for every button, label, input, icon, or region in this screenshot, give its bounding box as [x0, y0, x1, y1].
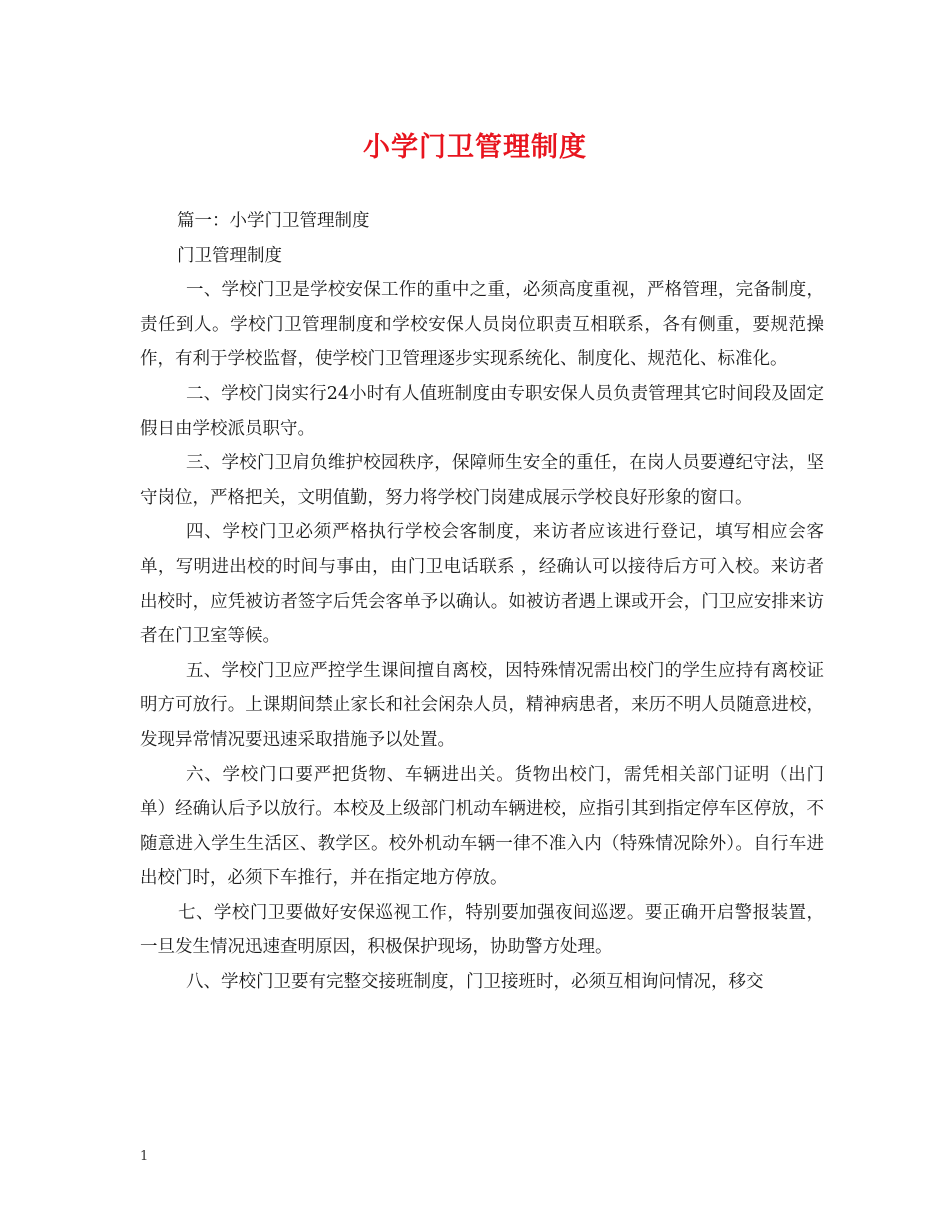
section-heading: 篇一：小学门卫管理制度 — [177, 211, 370, 231]
paragraph-8: 八、学校门卫要有完整交接班制度，门卫接班时，必须互相询问情况，移交 — [186, 972, 764, 993]
document-body — [140, 204, 824, 1000]
document-title: 小学门卫管理制度 — [363, 132, 587, 163]
paragraph-3: 三、学校门卫肩负维护校园秩序，保障师生安全的重任，在岗人员要遵纪守法，坚守岗位，严格把关，文明值勤，努力将学校门岗建成展示学校良好形象的窗口。 — [140, 453, 824, 508]
paragraph-2: 二、学校门岗实行24小时有人值班制度由专职安保人员负责管理其它时间段及固定假日由学校派员职守。 — [140, 383, 824, 439]
page-number: 1 — [140, 1149, 149, 1164]
paragraph-4: 四、学校门卫必须严格执行学校会客制度，来访者应该进行登记，填写相应会客单，写明进出校的时间与事由，由门卫电话联系 ，经确认可以接待后方可入校。来访者出校时，应凭被访者签字后凭会客单予以确认。如被访者遇上课或开会，门卫应安排来访者在门卫室等候。 — [140, 522, 824, 647]
paragraph-6: 六、学校门口要严把货物、车辆进出关。货物出校门，需凭相关部门证明（出门单）经确认后予以放行。本校及上级部门机动车辆进校，应指引其到指定停车区停放，不随意进入学生生活区、教学区。校外机动车辆一律不准入内（特殊情况除外）。自行车进出校门时，必须下车推行，并在指定地方停放。 — [140, 764, 824, 889]
paragraph-1: 一、学校门卫是学校安保工作的重中之重，必须高度重视，严格管理，完备制度，责任到人。学校门卫管理制度和学校安保人员岗位职责互相联系，各有侧重，要规范操作，有利于学校监督，使学校门卫管理逐步实现系统化、制度化、规范化、标准化。 — [140, 280, 824, 370]
subheading: 门卫管理制度 — [177, 245, 282, 266]
paragraph-7: 七、学校门卫要做好安保巡视工作，特别要加强夜间巡逻。要正确开启警报装置，一旦发生情况迅速查明原因，积极保护现场，协助警方处理。 — [140, 902, 824, 958]
paragraph-5: 五、学校门卫应严控学生课间擅自离校，因特殊情况需出校门的学生应持有离校证明方可放行。上课期间禁止家长和社会闲杂人员，精神病患者，来历不明人员随意进校，发现异常情况要迅速采取措施予以处置。 — [140, 660, 824, 750]
